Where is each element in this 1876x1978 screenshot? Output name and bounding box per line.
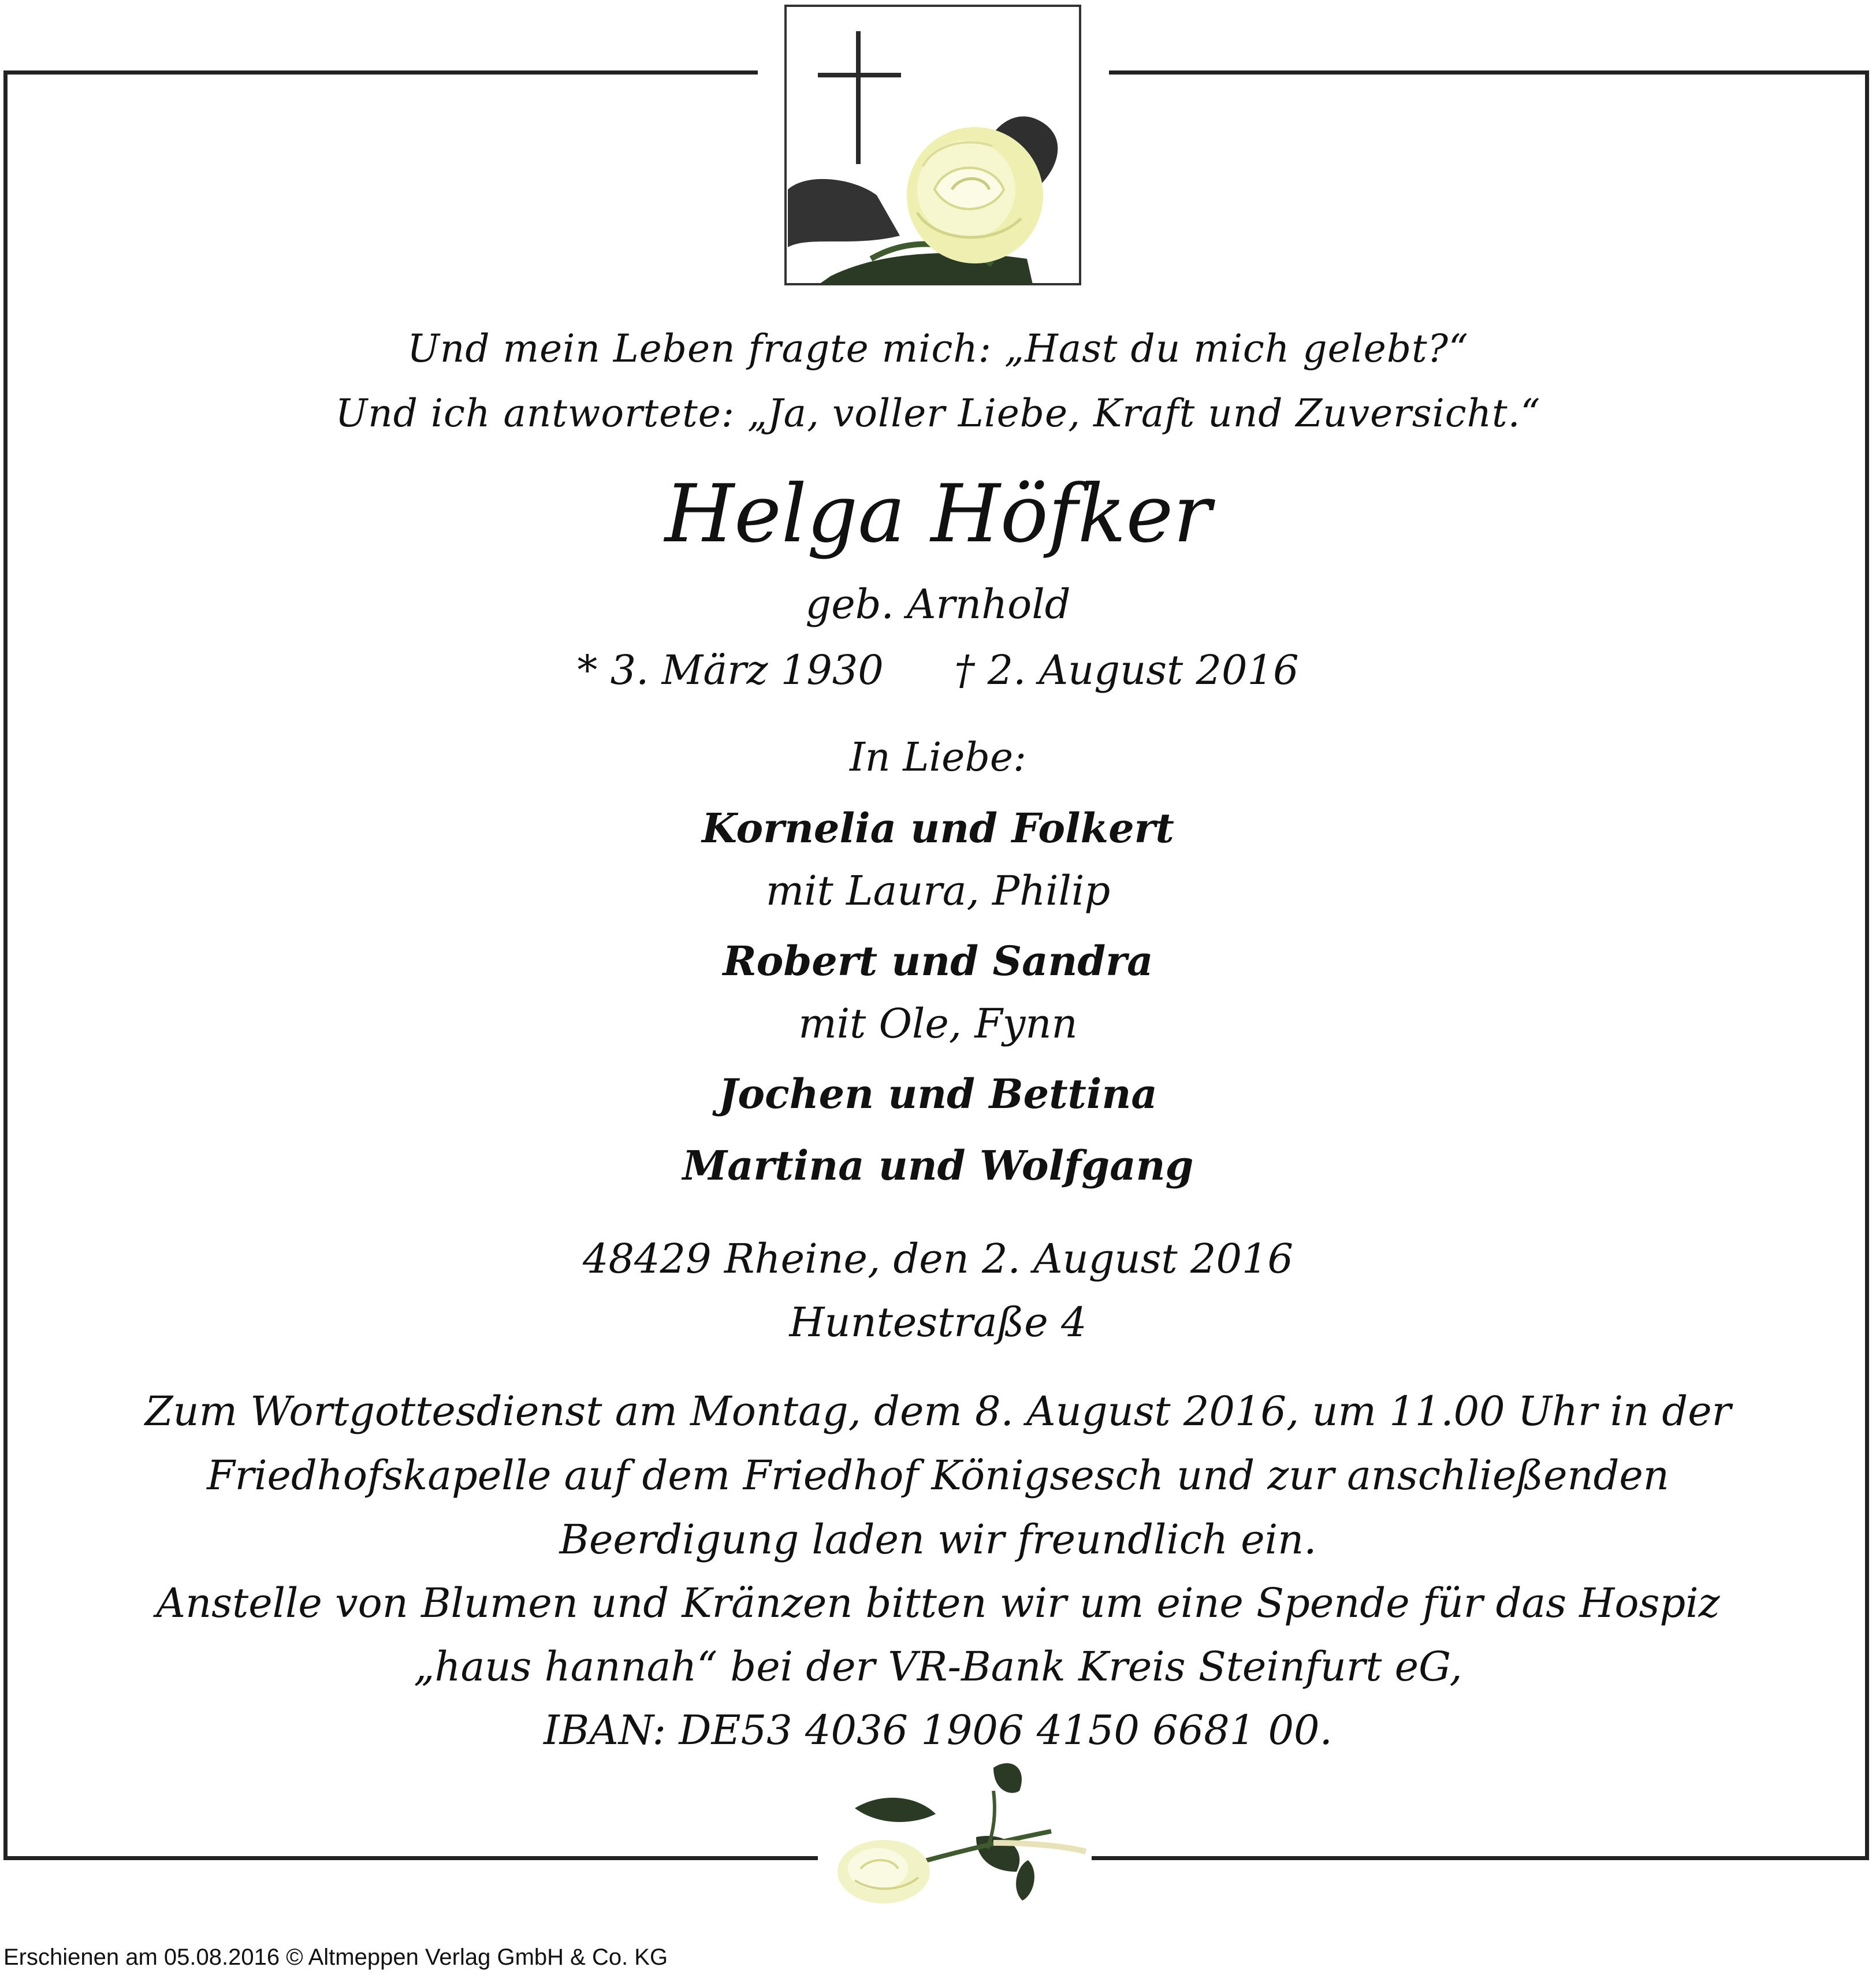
donation-line-1: Anstelle von Blumen und Kränzen bitten wir um eine Spende für das Hospiz [156,1579,1720,1627]
rose-icon [907,127,1043,263]
quote-line-2: Und ich antwortete: „Ja, voller Liebe, Kraft und Zuversicht.“ [335,391,1541,436]
service-notice [0,1380,1876,1572]
family-3-names: Jochen und Bettina [719,1070,1157,1118]
service-line-2: Friedhofskapelle auf dem Friedhof Königsesch und zur anschließenden [207,1452,1669,1499]
donation-line-2: „haus hannah“ bei der VR-Bank Kreis Steinfurt eG, [414,1643,1462,1690]
service-line-1: Zum Wortgottesdienst am Montag, dem 8. August 2016, um 11.00 Uhr in der [144,1388,1732,1435]
maiden-name: geb. Arnhold [805,581,1071,628]
quote [0,317,1876,446]
frame-top-right-rule [1109,70,1869,75]
family-1-names: Kornelia und Folkert [702,804,1174,852]
mourners-intro: In Liebe: [849,735,1027,780]
family-4-names: Martina und Wolfgang [682,1142,1194,1189]
family-2-children: mit Ole, Fynn [798,1000,1078,1047]
life-dates [0,641,1876,699]
address [0,1227,1876,1354]
cross-rose-emblem [784,5,1081,285]
rose-icon [838,1840,930,1903]
service-line-3: Beerdigung laden wir freundlich ein. [559,1516,1317,1563]
publication-footer: Erschienen am 05.08.2016 © Altmeppen Verlag GmbH & Co. KG [3,1944,668,1970]
death-date: † 2. August 2016 [954,646,1299,694]
birth-date: * 3. März 1930 [577,646,884,694]
frame-top-left-rule [3,70,758,75]
donation-notice [0,1571,1876,1762]
family-2-names: Robert und Sandra [723,937,1153,985]
family-1-children: mit Laura, Philip [765,867,1111,914]
address-place-date: 48429 Rheine, den 2. August 2016 [582,1235,1294,1282]
rose-ornament [820,1756,1092,1906]
quote-line-1: Und mein Leben fragte mich: „Hast du mich gelebt?“ [407,326,1469,371]
frame-bottom-right-rule [1092,1856,1869,1860]
address-street: Huntestraße 4 [789,1299,1087,1346]
deceased-name: Helga Höfker [664,467,1212,560]
donation-line-3: IBAN: DE53 4036 1906 4150 6681 00. [544,1706,1332,1754]
frame-bottom-left-rule [3,1856,818,1860]
